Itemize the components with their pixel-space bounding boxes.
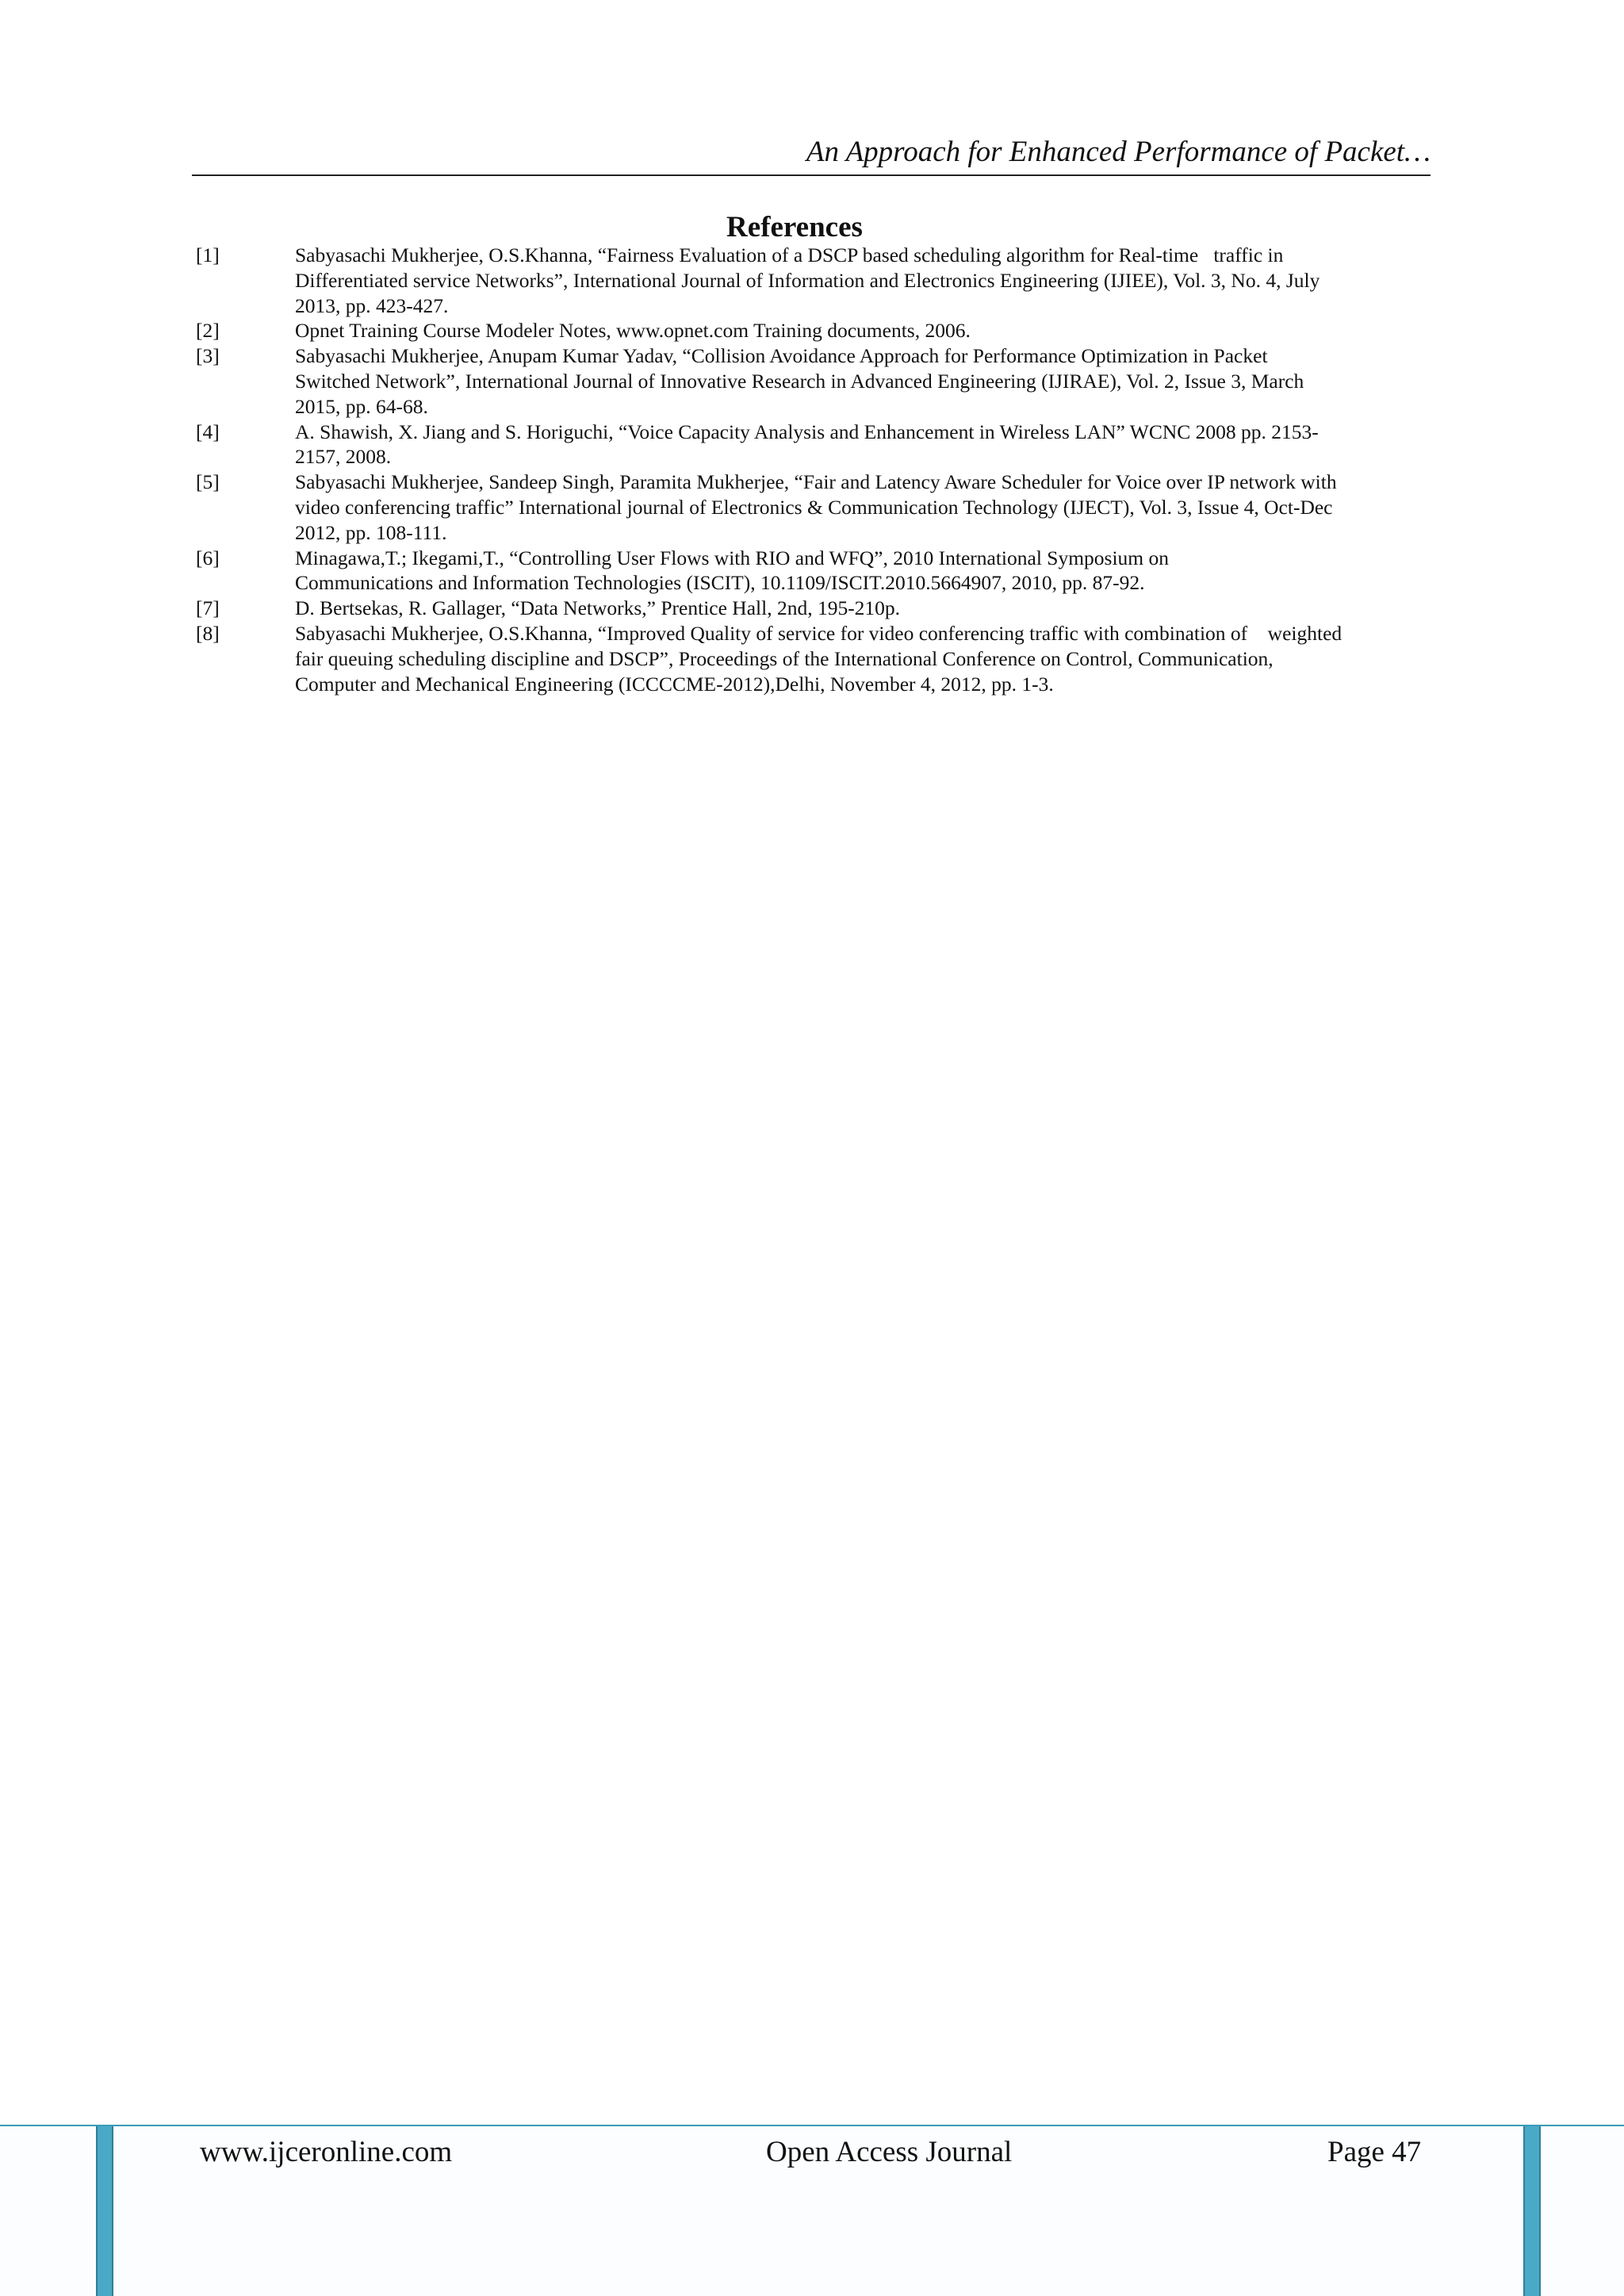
reference-text [295,596,1433,621]
reference-text-line: 2015, pp. 64-68. [295,394,428,418]
reference-number: [2] [196,319,220,343]
reference-number: [3] [196,344,220,368]
reference-text [295,470,1433,545]
reference-number: [8] [196,621,220,645]
reference-number: [7] [196,596,220,620]
reference-text [295,621,1433,696]
reference-text-line: Switched Network”, International Journal of Innovative Research in Advanced Engineering (IJIRAE), Vol. 2, Issue 3, March [295,369,1304,393]
reference-item [196,243,1433,318]
footer-access-label: Open Access Journal [766,2136,1013,2168]
reference-text-line: D. Bertsekas, R. Gallager, “Data Networks,” Prentice Hall, 2nd, 195-210p. [295,596,901,620]
header-divider [192,174,1431,176]
footer-right-bar [1523,2126,1541,2296]
reference-text [295,243,1433,318]
reference-number: [1] [196,243,220,266]
reference-text-line: Opnet Training Course Modeler Notes, www.opnet.com Training documents, 2006. [295,319,971,343]
footer-website: www.ijceronline.com [200,2136,453,2168]
reference-text-line: Computer and Mechanical Engineering (ICCCCME-2012),Delhi, November 4, 2012, pp. 1-3. [295,672,1054,696]
footer-page-number: Page 47 [1327,2136,1422,2168]
running-header-title: An Approach for Enhanced Performance of Packet… [806,136,1431,168]
reference-item [196,546,1433,596]
reference-text-line: Differentiated service Networks”, International Journal of Information and Electronics Engineering (IJIEE), Vol. 3, No. 4, July [295,268,1320,292]
reference-text-line: Minagawa,T.; Ikegami,T., “Controlling User Flows with RIO and WFQ”, 2010 International Symposium on [295,546,1170,569]
reference-text [295,318,1433,343]
reference-text-line: Sabyasachi Mukherjee, O.S.Khanna, “Improved Quality of service for video conferencing traffic with combination of weighted [295,621,1342,645]
footer-left-bar [96,2126,113,2296]
reference-text-line: Sabyasachi Mukherjee, O.S.Khanna, “Fairness Evaluation of a DSCP based scheduling algorithm for Real-time traffic in [295,243,1284,266]
reference-text-line: Sabyasachi Mukherjee, Anupam Kumar Yadav, “Collision Avoidance Approach for Performance Optimization in Packet [295,344,1268,368]
reference-text [295,343,1433,419]
reference-text-line: 2012, pp. 108-111. [295,520,447,544]
reference-text-line: Communications and Information Technologies (ISCIT), 10.1109/ISCIT.2010.5664907, 2010, pp. 87-92. [295,571,1145,595]
reference-text-line: video conferencing traffic” International journal of Electronics & Communication Technology (IJECT), Vol. 3, Issue 4, Oct-Dec [295,495,1333,519]
reference-item [196,318,1433,343]
reference-item [196,420,1433,470]
reference-text [295,420,1433,470]
reference-text-line: 2013, pp. 423-427. [295,293,449,317]
reference-number: [6] [196,546,220,569]
reference-item [196,621,1433,696]
reference-list [196,243,1433,696]
reference-text-line: 2157, 2008. [295,445,392,469]
reference-text-line: Sabyasachi Mukherjee, Sandeep Singh, Paramita Mukherjee, “Fair and Latency Aware Scheduler for Voice over IP network with [295,470,1337,494]
reference-text [295,546,1433,596]
reference-number: [5] [196,470,220,494]
reference-text-line: A. Shawish, X. Jiang and S. Horiguchi, “Voice Capacity Analysis and Enhancement in Wireless LAN” WCNC 2008 pp. 2153- [295,420,1319,443]
reference-number: [4] [196,420,220,443]
reference-text-line: fair queuing scheduling discipline and DSCP”, Proceedings of the International Conference on Control, Communication, [295,646,1274,670]
reference-item [196,596,1433,621]
reference-item [196,470,1433,545]
reference-item [196,343,1433,419]
references-heading: References [726,211,863,243]
